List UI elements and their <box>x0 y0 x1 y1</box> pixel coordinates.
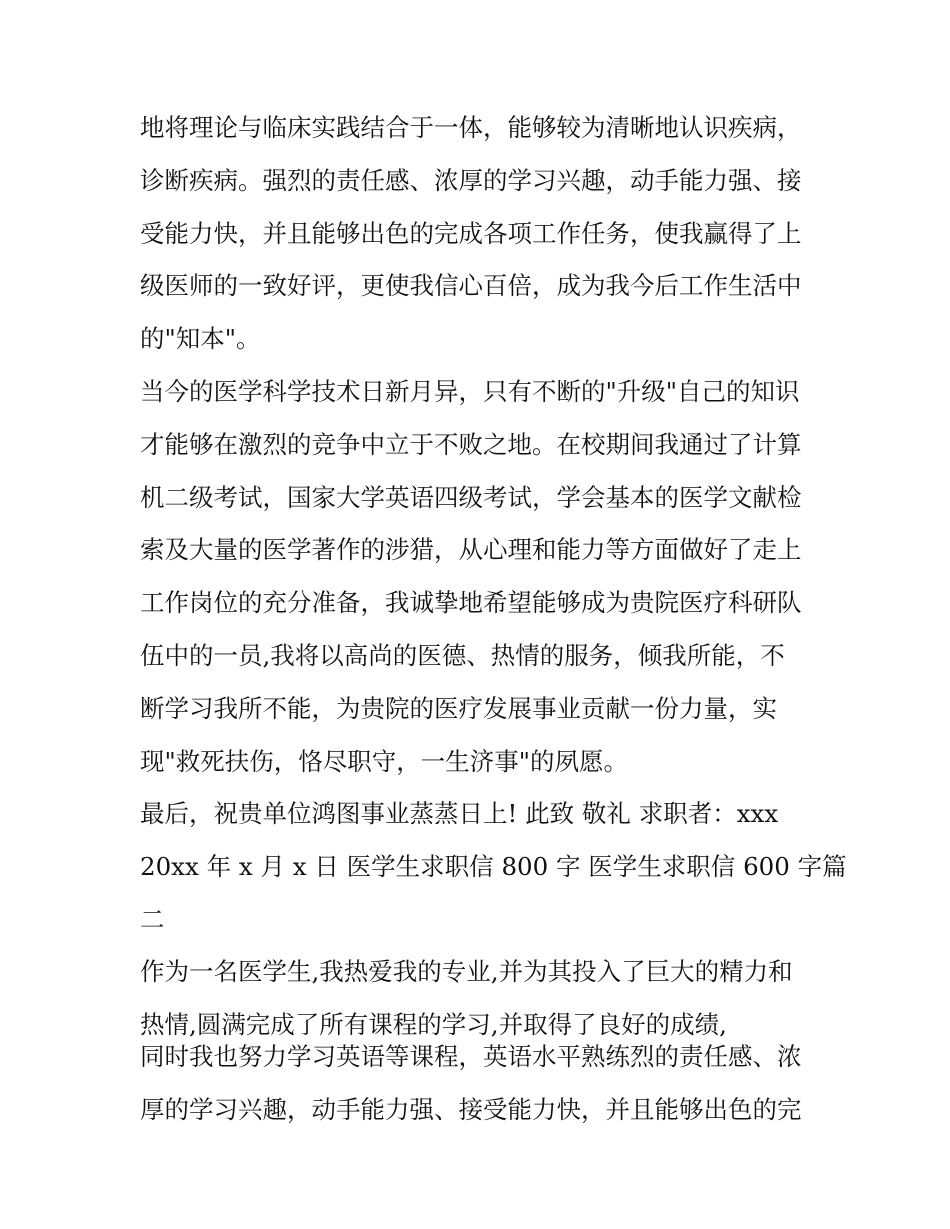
text-line: 作为一名医学生,我热爱我的专业,并为其投入了巨大的精力和 <box>140 957 793 987</box>
text-line: 二 <box>140 904 165 934</box>
text-line: 诊断疾病。强烈的责任感、浓厚的学习兴趣，动手能力强、接 <box>140 165 802 195</box>
text-line: 现"救死扶伤，恪尽职守，一生济事"的夙愿。 <box>140 746 629 776</box>
text-line: 20xx 年 x 月 x 日 医学生求职信 800 字 医学生求职信 600 字篇 <box>140 851 847 881</box>
text-line: 伍中的一员,我将以高尚的医德、热情的服务，倾我所能，不 <box>140 640 785 670</box>
text-line: 才能够在激烈的竞争中立于不败之地。在校期间我通过了计算 <box>140 429 802 459</box>
text-line: 工作岗位的充分准备，我诚挚地希望能够成为贵院医疗科研队 <box>140 588 802 618</box>
body-text-block-2 <box>140 788 847 1052</box>
body-text-block-1 <box>140 102 820 788</box>
text-line: 热情,圆满完成了所有课程的学习,并取得了良好的成绩, <box>140 1010 727 1040</box>
text-line: 索及大量的医学著作的涉猎，从心理和能力等方面做好了走上 <box>140 535 802 565</box>
text-line: 地将理论与临床实践结合于一体，能够较为清晰地认识疾病， <box>140 113 802 142</box>
text-line: 机二级考试，国家大学英语四级考试，学会基本的医学文献检 <box>140 482 802 512</box>
text-line: 断学习我所不能，为贵院的医疗发展事业贡献一份力量，实 <box>140 693 777 723</box>
text-line: 最后，祝贵单位鸿图事业蒸蒸日上! 此致 敬礼 求职者：xxx <box>140 799 779 828</box>
text-line: 厚的学习兴趣，动手能力强、接受能力快，并且能够出色的完 <box>140 1094 802 1124</box>
body-text-block-3 <box>140 1031 820 1137</box>
text-line: 当今的医学科学技术日新月异，只有不断的"升级"自己的知识 <box>140 376 800 406</box>
text-line: 级医师的一致好评，更使我信心百倍，成为我今后工作生活中 <box>140 271 802 301</box>
text-line: 同时我也努力学习英语等课程，英语水平熟练烈的责任感、浓 <box>140 1042 802 1071</box>
text-line: 受能力快，并且能够出色的完成各项工作任务，使我赢得了上 <box>140 218 802 248</box>
text-line: 的"知本"。 <box>140 324 261 354</box>
